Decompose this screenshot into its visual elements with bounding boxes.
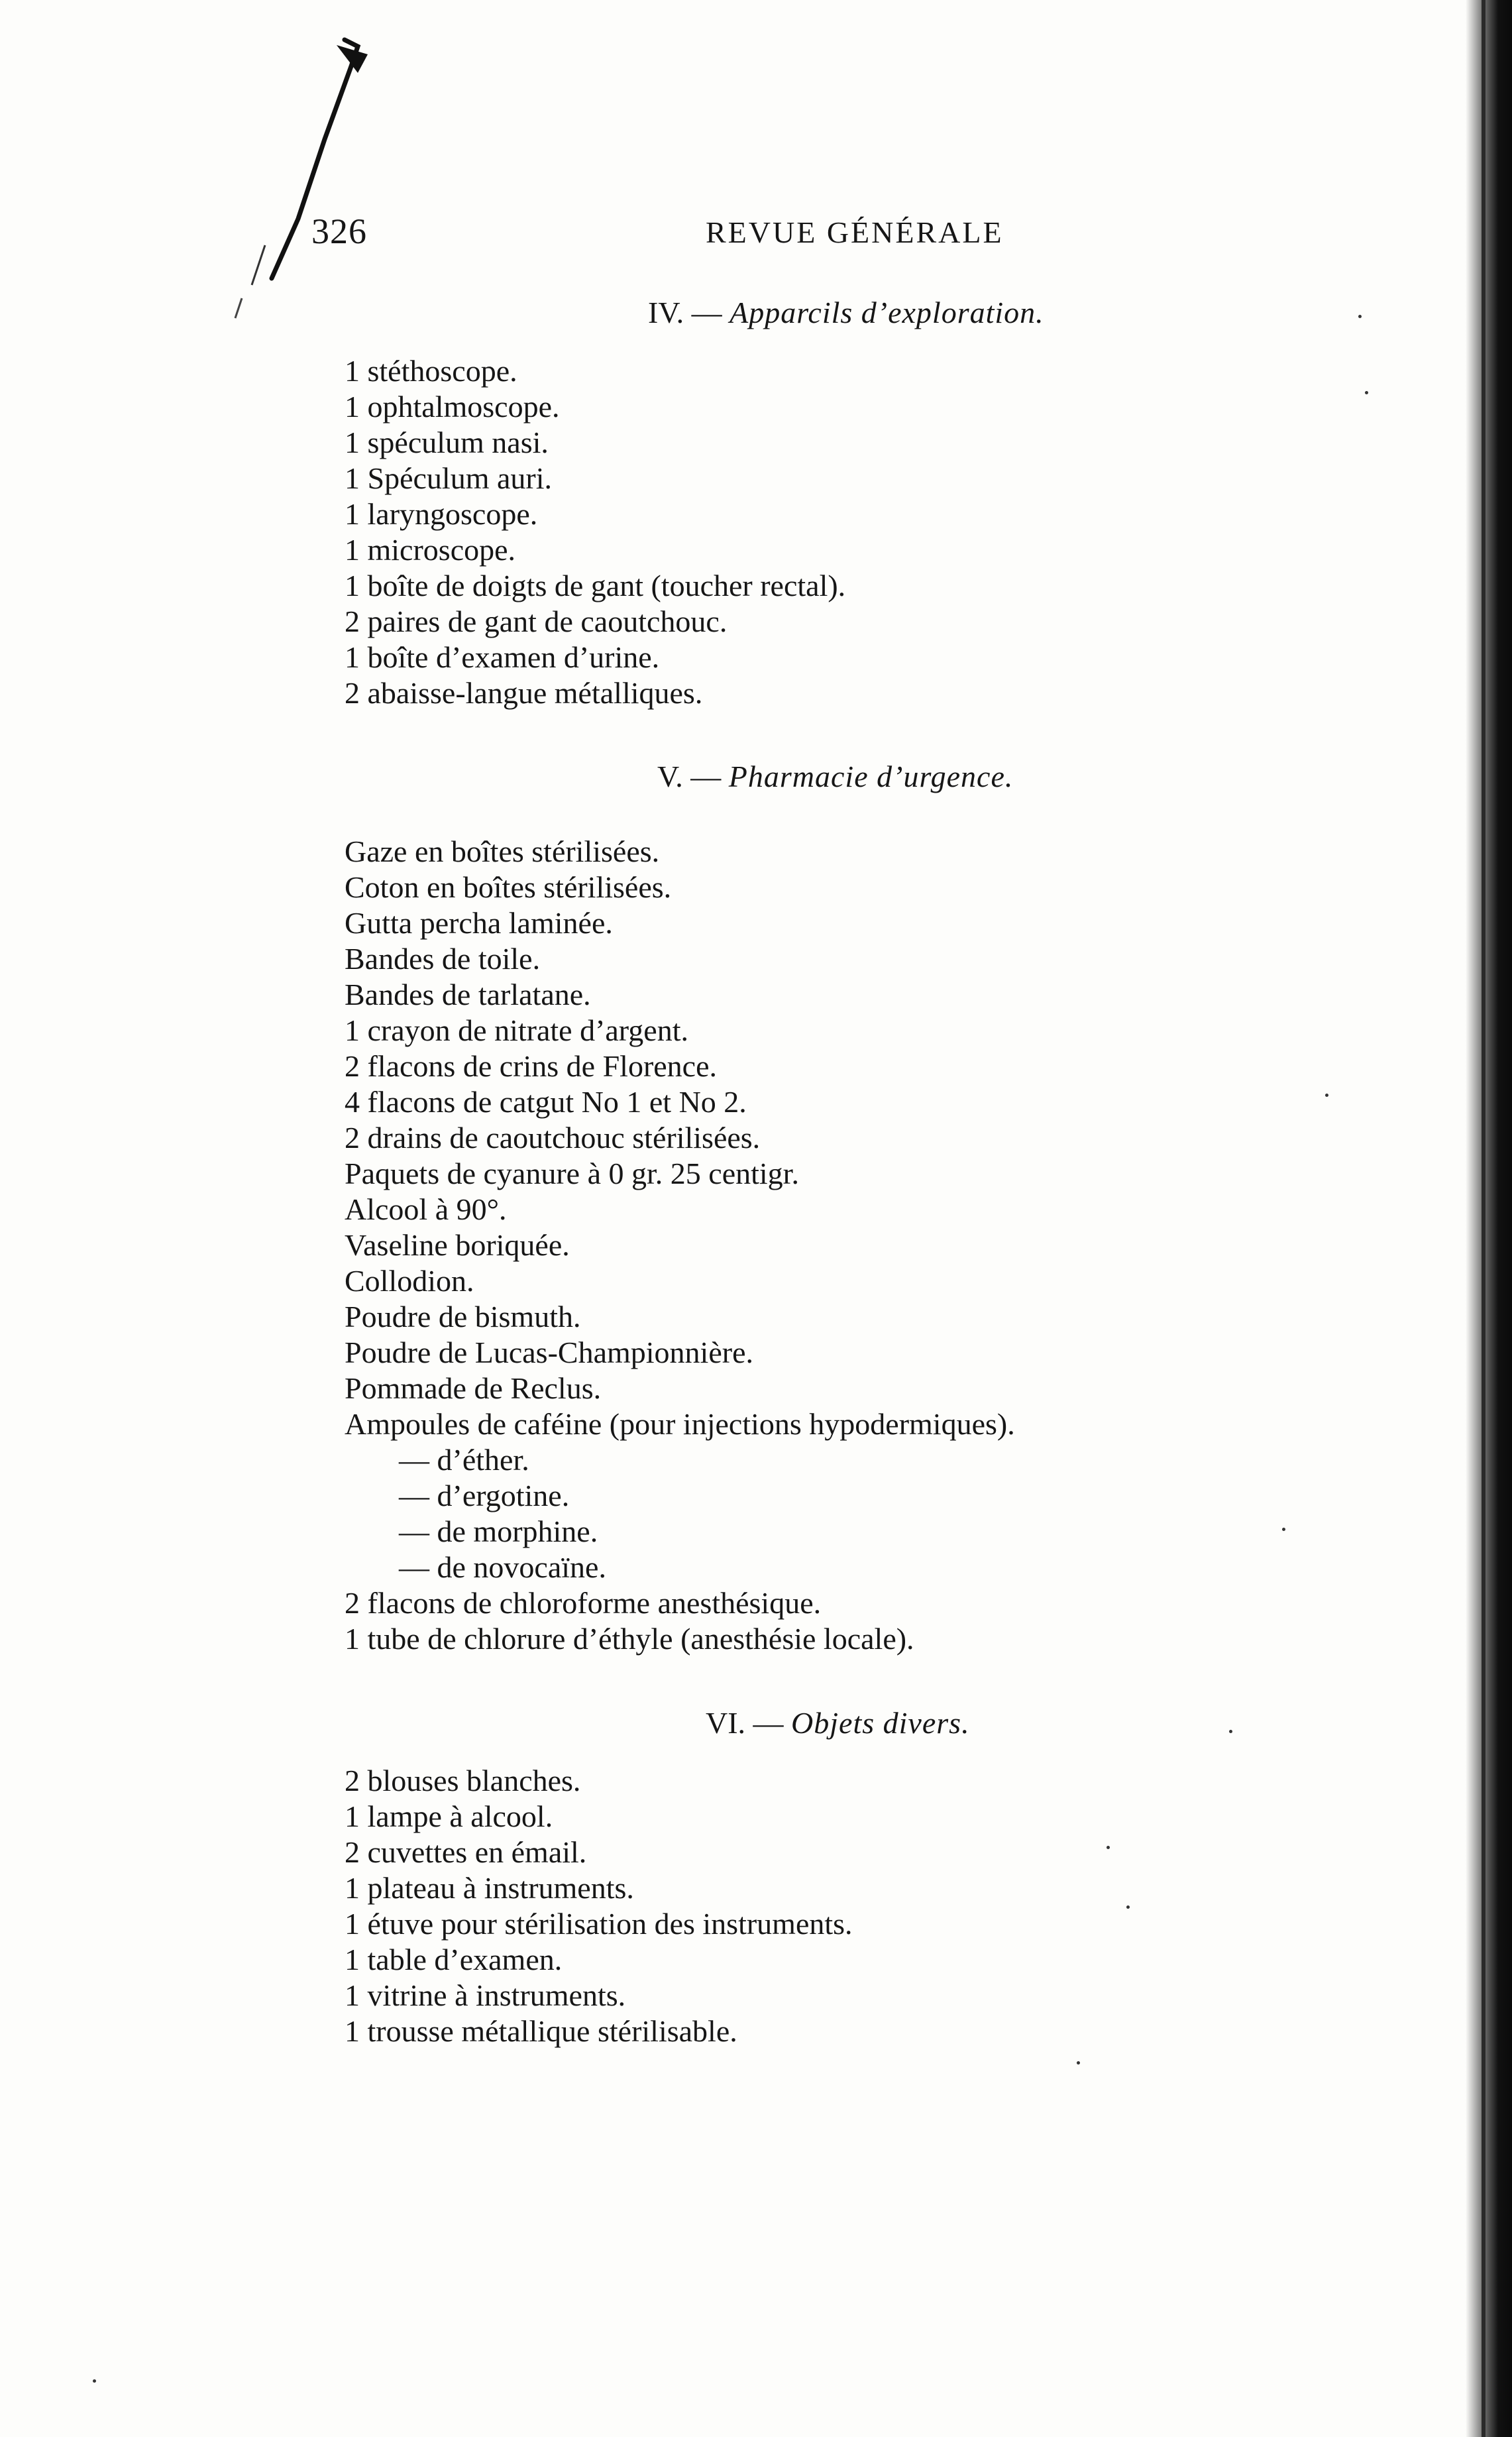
list-item: 2 abaisse-langue métalliques. (345, 676, 703, 710)
page-header (0, 211, 1512, 264)
list-item: — de novocaïne. (399, 1550, 606, 1584)
list-item: 1 boîte de doigts de gant (toucher rectal). (345, 569, 846, 602)
list-item: 2 drains de caoutchouc stérilisées. (345, 1121, 761, 1155)
list-item: Poudre de bismuth. (345, 1300, 581, 1333)
list-item: 2 flacons de chloroforme anesthésique. (345, 1586, 822, 1620)
section-heading-vi (706, 1705, 970, 1740)
section-title: Pharmacie d’urgence. (728, 760, 1014, 793)
page-number: 326 (311, 211, 367, 251)
list-item: 1 tube de chlorure d’éthyle (anesthésie locale). (345, 1622, 914, 1656)
list-item: 1 vitrine à instruments. (345, 1978, 626, 2012)
list-item: 1 trousse métallique stérilisable. (345, 2014, 737, 2048)
list-item: 1 spéculum nasi. (345, 425, 549, 459)
list-pharmacy (345, 834, 1015, 1657)
list-item: 1 plateau à instruments. (345, 1871, 634, 1905)
list-item: Ampoules de caféine (pour injections hypodermiques). (345, 1407, 1015, 1441)
list-item: 2 paires de gant de caoutchouc. (345, 604, 728, 638)
list-item: 2 blouses blanches. (345, 1764, 581, 1797)
list-item: 1 ophtalmoscope. (345, 390, 560, 424)
list-item: Alcool à 90°. (345, 1192, 507, 1226)
scan-speck (1229, 1730, 1232, 1733)
section-dash: — (691, 296, 722, 329)
list-item: 1 Spéculum auri. (345, 461, 552, 495)
list-item: 2 flacons de crins de Florence. (345, 1049, 718, 1083)
scan-speck (1365, 391, 1368, 394)
list-item: Poudre de Lucas-Championnière. (345, 1335, 753, 1369)
list-item: 4 flacons de catgut No 1 et No 2. (345, 1085, 747, 1119)
list-item: — de morphine. (399, 1514, 598, 1548)
scan-speck (1358, 315, 1362, 318)
scan-speck (1107, 1846, 1110, 1849)
list-item: Pommade de Reclus. (345, 1371, 602, 1405)
section-dash: — (753, 1706, 784, 1740)
section-title: Objets divers. (791, 1706, 970, 1740)
list-item: Coton en boîtes stérilisées. (345, 870, 672, 904)
section-title: Apparcils d’exploration. (729, 296, 1044, 329)
list-item: 1 stéthoscope. (345, 354, 517, 388)
list-item: 1 table d’examen. (345, 1943, 563, 1976)
list-item: Gaze en boîtes stérilisées. (345, 834, 660, 868)
scan-speck (93, 2379, 96, 2383)
list-item: 1 étuve pour stérilisation des instruments. (345, 1907, 853, 1941)
scan-speck (1325, 1094, 1328, 1097)
scan-speck (1282, 1528, 1285, 1531)
scan-speck (1126, 1905, 1130, 1909)
section-number: IV. (648, 296, 684, 329)
pen-stroke-mark (225, 27, 384, 331)
list-item: Vaseline boriquée. (345, 1228, 570, 1262)
section-number: VI. (706, 1706, 746, 1740)
list-item: Paquets de cyanure à 0 gr. 25 centigr. (345, 1157, 799, 1190)
section-dash: — (690, 760, 722, 793)
list-item: Bandes de toile. (345, 942, 541, 976)
scan-speck (1077, 2061, 1080, 2065)
section-heading-v (657, 759, 1013, 794)
running-title: REVUE GÉNÉRALE (706, 215, 1004, 249)
list-item: — d’éther. (399, 1443, 529, 1477)
list-item: 1 crayon de nitrate d’argent. (345, 1013, 688, 1047)
section-number: V. (657, 760, 683, 793)
list-item: 1 laryngoscope. (345, 497, 538, 531)
list-item: 1 microscope. (345, 533, 516, 567)
list-item: Bandes de tarlatane. (345, 978, 591, 1011)
page-edge-line (1482, 0, 1485, 2437)
list-item: Collodion. (345, 1264, 474, 1298)
list-item: — d’ergotine. (399, 1479, 570, 1512)
list-item: 1 boîte d’examen d’urine. (345, 640, 660, 674)
list-item: 2 cuvettes en émail. (345, 1835, 587, 1869)
list-apparatus (345, 353, 845, 711)
list-item: 1 lampe à alcool. (345, 1799, 553, 1833)
list-miscellaneous (345, 1763, 853, 2049)
page-edge-shadow (1466, 0, 1512, 2437)
list-item: Gutta percha laminée. (345, 906, 613, 940)
section-heading-iv (648, 295, 1044, 330)
